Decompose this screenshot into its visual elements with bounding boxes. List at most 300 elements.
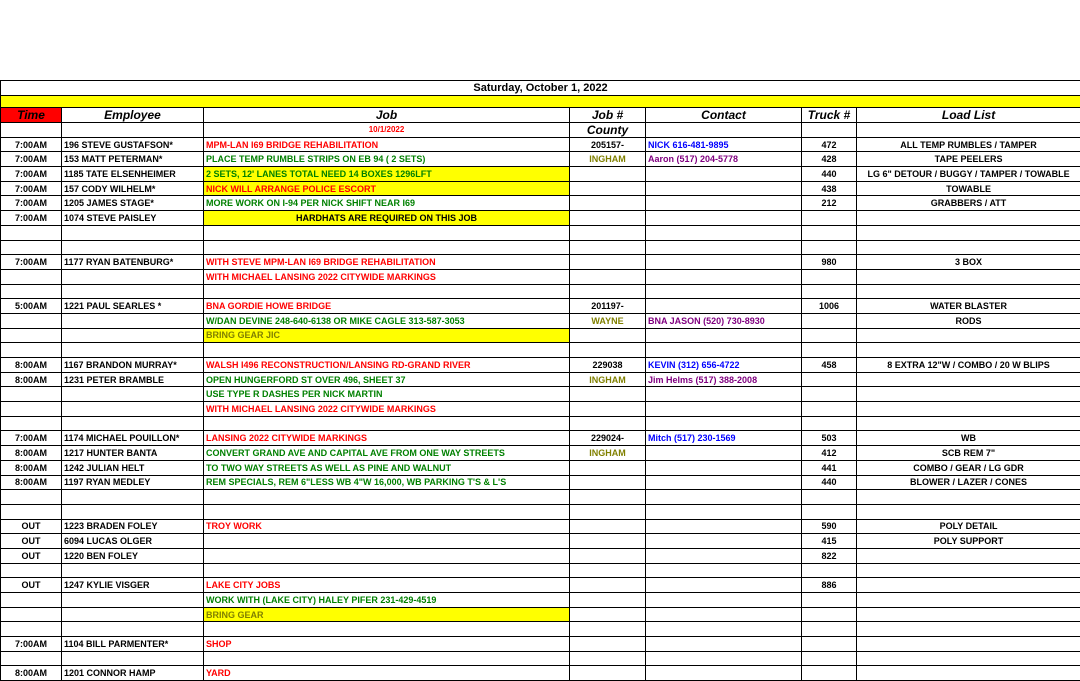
cell-time [1,225,62,240]
cell-jobnum [570,211,646,226]
cell-employee: 153 MATT PETERMAN* [62,152,204,167]
cell-time [1,387,62,402]
cell-load: SCB REM 7" [857,446,1080,461]
cell-job: LANSING 2022 CITYWIDE MARKINGS [204,431,570,446]
cell-time [1,651,62,666]
cell-time [1,240,62,255]
cell-employee: 1217 HUNTER BANTA [62,446,204,461]
table-row [1,181,1080,196]
subheader-blank [62,123,204,138]
cell-load [857,387,1080,402]
cell-contact [646,637,802,652]
header-time: Time [1,108,62,123]
table-row [1,534,1080,549]
cell-employee: 1201 CONNOR HAMP [62,666,204,681]
cell-load [857,343,1080,358]
cell-contact [646,255,802,270]
cell-jobnum [570,490,646,505]
cell-load: POLY DETAIL [857,519,1080,534]
cell-time: 8:00AM [1,475,62,490]
table-row [1,313,1080,328]
subheader-blank [802,123,857,138]
cell-time [1,284,62,299]
cell-jobnum [570,167,646,182]
cell-job [204,504,570,519]
cell-truck [802,343,857,358]
cell-time: 7:00AM [1,181,62,196]
cell-employee [62,328,204,343]
cell-truck: 441 [802,460,857,475]
cell-employee [62,284,204,299]
cell-jobnum: WAYNE [570,313,646,328]
table-row [1,446,1080,461]
cell-contact [646,387,802,402]
subheader-blank [1,123,62,138]
table-row [1,255,1080,270]
cell-employee: 1223 BRADEN FOLEY [62,519,204,534]
cell-load: BLOWER / LAZER / CONES [857,475,1080,490]
cell-jobnum: INGHAM [570,446,646,461]
cell-time [1,607,62,622]
cell-employee: 1220 BEN FOLEY [62,548,204,563]
cell-employee: 1221 PAUL SEARLES * [62,299,204,314]
cell-truck [802,651,857,666]
cell-time [1,563,62,578]
cell-contact [646,328,802,343]
cell-time [1,504,62,519]
cell-jobnum [570,196,646,211]
cell-time [1,593,62,608]
table-row [1,196,1080,211]
table-row [1,666,1080,681]
cell-jobnum [570,269,646,284]
cell-employee: 1205 JAMES STAGE* [62,196,204,211]
cell-employee [62,269,204,284]
cell-jobnum [570,534,646,549]
cell-truck: 472 [802,137,857,152]
cell-job: BRING GEAR [204,607,570,622]
cell-truck [802,490,857,505]
cell-jobnum: 201197- [570,299,646,314]
cell-job: WORK WITH (LAKE CITY) HALEY PIFER 231-429-4519 [204,593,570,608]
cell-jobnum: 229038 [570,358,646,373]
cell-truck [802,563,857,578]
cell-truck: 438 [802,181,857,196]
cell-job: NICK WILL ARRANGE POLICE ESCORT [204,181,570,196]
subheader-blank [857,123,1080,138]
cell-jobnum [570,504,646,519]
table-row [1,211,1080,226]
table-row [1,402,1080,417]
cell-job: HARDHATS ARE REQUIRED ON THIS JOB [204,211,570,226]
cell-jobnum [570,240,646,255]
cell-jobnum [570,637,646,652]
cell-jobnum [570,666,646,681]
job-date: 10/1/2022 [204,123,570,138]
cell-employee [62,607,204,622]
cell-truck [802,504,857,519]
cell-truck: 458 [802,358,857,373]
cell-load [857,548,1080,563]
cell-employee: 1174 MICHAEL POUILLON* [62,431,204,446]
cell-contact: NICK 616-481-9895 [646,137,802,152]
table-row [1,387,1080,402]
cell-time: OUT [1,519,62,534]
cell-job: SHOP [204,637,570,652]
cell-load: WB [857,431,1080,446]
cell-jobnum [570,328,646,343]
cell-load [857,637,1080,652]
schedule-title: Saturday, October 1, 2022 [1,81,1080,96]
cell-contact: Mitch (517) 230-1569 [646,431,802,446]
cell-truck: 440 [802,475,857,490]
cell-load: TOWABLE [857,181,1080,196]
cell-contact: Jim Helms (517) 388-2008 [646,372,802,387]
cell-time [1,402,62,417]
header-jobnum: Job # [570,108,646,123]
table-row [1,490,1080,505]
schedule-sheet [0,80,1080,681]
table-row [1,372,1080,387]
cell-employee [62,313,204,328]
cell-job [204,225,570,240]
cell-contact [646,225,802,240]
cell-job: PLACE TEMP RUMBLE STRIPS ON EB 94 ( 2 SETS) [204,152,570,167]
table-row [1,637,1080,652]
table-row [1,607,1080,622]
cell-load: 8 EXTRA 12"W / COMBO / 20 W BLIPS [857,358,1080,373]
table-row [1,519,1080,534]
cell-jobnum [570,519,646,534]
cell-truck: 503 [802,431,857,446]
yellow-band [1,96,1080,108]
cell-employee [62,593,204,608]
table-row [1,548,1080,563]
cell-jobnum [570,460,646,475]
cell-employee: 196 STEVE GUSTAFSON* [62,137,204,152]
cell-time: OUT [1,578,62,593]
cell-job [204,240,570,255]
cell-job: REM SPECIALS, REM 6"LESS WB 4"W 16,000, WB PARKING T'S & L'S [204,475,570,490]
cell-time: 7:00AM [1,196,62,211]
cell-truck: 428 [802,152,857,167]
cell-contact [646,651,802,666]
cell-truck [802,328,857,343]
cell-jobnum [570,255,646,270]
cell-load [857,593,1080,608]
cell-jobnum [570,651,646,666]
cell-jobnum [570,563,646,578]
cell-contact [646,534,802,549]
cell-load [857,622,1080,637]
cell-time: 7:00AM [1,152,62,167]
cell-load: 3 BOX [857,255,1080,270]
cell-contact [646,181,802,196]
cell-time [1,490,62,505]
cell-employee: 1197 RYAN MEDLEY [62,475,204,490]
cell-time: 7:00AM [1,211,62,226]
table-row [1,416,1080,431]
cell-employee: 1242 JULIAN HELT [62,460,204,475]
cell-truck [802,666,857,681]
cell-job [204,343,570,358]
table-row [1,563,1080,578]
cell-contact [646,475,802,490]
cell-time: 7:00AM [1,255,62,270]
header-contact: Contact [646,108,802,123]
cell-truck [802,593,857,608]
cell-jobnum [570,622,646,637]
table-row [1,358,1080,373]
cell-truck [802,402,857,417]
cell-employee: 1074 STEVE PAISLEY [62,211,204,226]
cell-load [857,284,1080,299]
cell-load [857,211,1080,226]
cell-time [1,416,62,431]
cell-load [857,416,1080,431]
cell-job: YARD [204,666,570,681]
cell-time: 7:00AM [1,637,62,652]
cell-job: LAKE CITY JOBS [204,578,570,593]
cell-employee [62,504,204,519]
cell-load [857,240,1080,255]
cell-time [1,328,62,343]
table-row [1,167,1080,182]
cell-employee: 1231 PETER BRAMBLE [62,372,204,387]
cell-contact [646,343,802,358]
cell-truck: 1006 [802,299,857,314]
cell-job [204,416,570,431]
cell-truck: 440 [802,167,857,182]
cell-truck: 212 [802,196,857,211]
cell-load [857,563,1080,578]
cell-contact [646,402,802,417]
cell-load: POLY SUPPORT [857,534,1080,549]
table-row [1,240,1080,255]
cell-load [857,651,1080,666]
cell-jobnum [570,225,646,240]
cell-contact [646,504,802,519]
cell-jobnum [570,475,646,490]
cell-truck [802,211,857,226]
cell-jobnum [570,578,646,593]
cell-employee: 1185 TATE ELSENHEIMER [62,167,204,182]
cell-truck [802,416,857,431]
cell-employee [62,387,204,402]
header-load: Load List [857,108,1080,123]
cell-contact [646,578,802,593]
cell-truck [802,637,857,652]
table-row [1,328,1080,343]
cell-contact: BNA JASON (520) 730-8930 [646,313,802,328]
cell-contact [646,211,802,226]
cell-truck [802,387,857,402]
cell-time: 8:00AM [1,446,62,461]
cell-employee [62,416,204,431]
cell-time: OUT [1,534,62,549]
cell-load [857,372,1080,387]
cell-jobnum: 229024- [570,431,646,446]
cell-contact [646,416,802,431]
cell-contact: KEVIN (312) 656-4722 [646,358,802,373]
cell-contact [646,269,802,284]
schedule-table [0,80,1080,681]
table-row [1,284,1080,299]
cell-truck [802,225,857,240]
table-row [1,343,1080,358]
cell-job: TROY WORK [204,519,570,534]
cell-job [204,622,570,637]
cell-employee [62,622,204,637]
cell-employee [62,402,204,417]
cell-job [204,490,570,505]
cell-jobnum: INGHAM [570,152,646,167]
cell-employee [62,343,204,358]
table-row [1,225,1080,240]
cell-load: WATER BLASTER [857,299,1080,314]
cell-job: CONVERT GRAND AVE AND CAPITAL AVE FROM ONE WAY STREETS [204,446,570,461]
cell-contact [646,460,802,475]
cell-time [1,622,62,637]
cell-job [204,548,570,563]
cell-jobnum [570,402,646,417]
county-header: County [570,123,646,138]
subheader-blank [646,123,802,138]
cell-contact [646,196,802,211]
cell-time: 5:00AM [1,299,62,314]
cell-contact [646,622,802,637]
cell-job: BNA GORDIE HOWE BRIDGE [204,299,570,314]
cell-time [1,313,62,328]
cell-truck: 415 [802,534,857,549]
cell-employee: 1104 BILL PARMENTER* [62,637,204,652]
cell-contact [646,240,802,255]
cell-jobnum [570,593,646,608]
header-truck: Truck # [802,108,857,123]
cell-contact [646,284,802,299]
cell-time: 8:00AM [1,666,62,681]
cell-contact [646,666,802,681]
cell-job: WITH MICHAEL LANSING 2022 CITYWIDE MARKINGS [204,269,570,284]
cell-employee: 6094 LUCAS OLGER [62,534,204,549]
table-row [1,651,1080,666]
cell-job [204,534,570,549]
table-row [1,269,1080,284]
cell-load: TAPE PEELERS [857,152,1080,167]
table-row [1,137,1080,152]
cell-jobnum [570,284,646,299]
cell-employee: 1177 RYAN BATENBURG* [62,255,204,270]
table-row [1,431,1080,446]
cell-job [204,563,570,578]
cell-job: MPM-LAN I69 BRIDGE REHABILITATION [204,137,570,152]
cell-truck: 590 [802,519,857,534]
cell-contact [646,563,802,578]
cell-truck [802,284,857,299]
cell-job: USE TYPE R DASHES PER NICK MARTIN [204,387,570,402]
table-row [1,504,1080,519]
cell-load [857,666,1080,681]
cell-load [857,225,1080,240]
cell-jobnum [570,343,646,358]
cell-job: WITH MICHAEL LANSING 2022 CITYWIDE MARKINGS [204,402,570,417]
cell-load [857,269,1080,284]
cell-employee [62,240,204,255]
cell-time: OUT [1,548,62,563]
cell-jobnum [570,387,646,402]
cell-contact [646,607,802,622]
cell-truck [802,240,857,255]
cell-truck [802,372,857,387]
cell-job: WITH STEVE MPM-LAN I69 BRIDGE REHABILITATION [204,255,570,270]
cell-job [204,651,570,666]
cell-contact [646,519,802,534]
header-employee: Employee [62,108,204,123]
cell-job: MORE WORK ON I-94 PER NICK SHIFT NEAR I69 [204,196,570,211]
cell-load: RODS [857,313,1080,328]
cell-employee: 1247 KYLIE VISGER [62,578,204,593]
cell-truck: 886 [802,578,857,593]
cell-truck: 980 [802,255,857,270]
cell-job [204,284,570,299]
cell-truck [802,269,857,284]
cell-load [857,490,1080,505]
cell-job: BRING GEAR JIC [204,328,570,343]
cell-employee: 157 CODY WILHELM* [62,181,204,196]
cell-time: 7:00AM [1,137,62,152]
cell-employee [62,225,204,240]
cell-jobnum [570,181,646,196]
cell-time: 8:00AM [1,358,62,373]
cell-load: COMBO / GEAR / LG GDR [857,460,1080,475]
cell-jobnum [570,416,646,431]
cell-jobnum [570,548,646,563]
cell-load: LG 6" DETOUR / BUGGY / TAMPER / TOWABLE [857,167,1080,182]
table-row [1,475,1080,490]
cell-load [857,607,1080,622]
cell-truck [802,607,857,622]
cell-time: 7:00AM [1,167,62,182]
cell-load: ALL TEMP RUMBLES / TAMPER [857,137,1080,152]
cell-job: OPEN HUNGERFORD ST OVER 496, SHEET 37 [204,372,570,387]
cell-load [857,328,1080,343]
cell-contact [646,490,802,505]
table-row [1,578,1080,593]
cell-truck: 412 [802,446,857,461]
cell-truck [802,313,857,328]
cell-job: W/DAN DEVINE 248-640-6138 OR MIKE CAGLE 313-587-3053 [204,313,570,328]
cell-employee [62,651,204,666]
cell-truck [802,622,857,637]
cell-jobnum [570,607,646,622]
cell-contact [646,446,802,461]
cell-job: TO TWO WAY STREETS AS WELL AS PINE AND WALNUT [204,460,570,475]
table-row [1,152,1080,167]
cell-jobnum: 205157- [570,137,646,152]
cell-time: 7:00AM [1,431,62,446]
cell-load [857,504,1080,519]
table-row [1,593,1080,608]
cell-contact [646,548,802,563]
cell-time: 8:00AM [1,460,62,475]
cell-employee: 1167 BRANDON MURRAY* [62,358,204,373]
cell-time [1,343,62,358]
header-job: Job [204,108,570,123]
cell-job: WALSH I496 RECONSTRUCTION/LANSING RD-GRAND RIVER [204,358,570,373]
cell-contact [646,593,802,608]
cell-contact [646,167,802,182]
cell-load [857,402,1080,417]
